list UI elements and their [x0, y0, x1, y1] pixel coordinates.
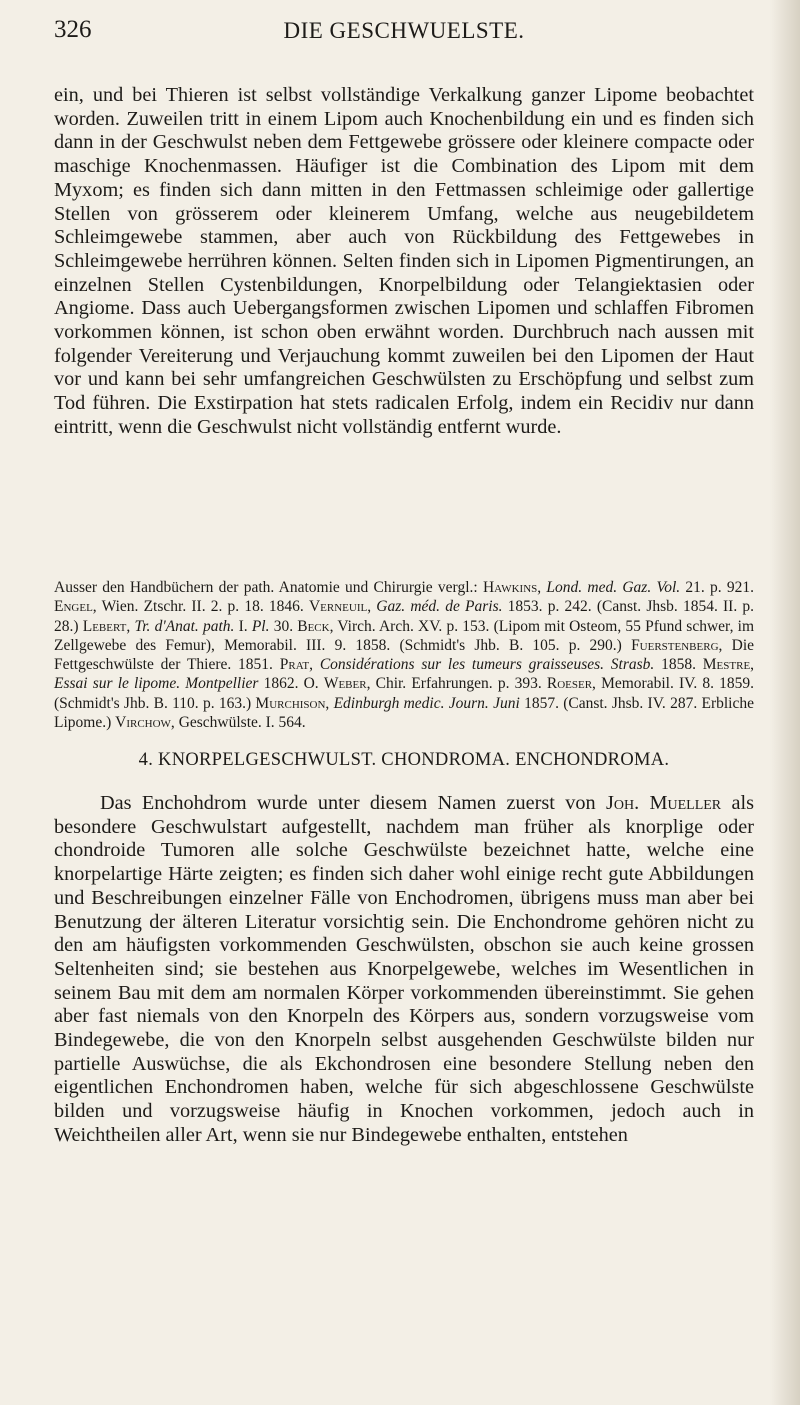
journal-title: Essai sur le lipome. Montpellier — [54, 675, 259, 693]
journal-title: Considérations sur les tumeurs graisseuses. Strasb. — [319, 656, 655, 674]
body-paragraph: Das Enchohdrom wurde unter diesem Namen zuerst von Joh. Mueller als besondere Geschwulstart aufgestellt, nachdem man früher als knorplige oder chondroide Tumoren alle solche Geschwülste bezeichnet hatte, welche eine knorpelartige Härte zeigten; es finden sich daher wohl einige recht gute Abbildungen und Beschreibungen einzelner Fälle von Enchodromen, übrigens muss man aber bei Benutzung der älteren Literatur vorsichtig sein. Die Enchondrome gehören nicht zu den am häufigsten vorkommenden Geschwülsten, obschon sie auch keine grossen Seltenheiten sind; sie bestehen aus Knorpelgewebe, welches im Wesentlichen in seinem Bau mit dem am normalen Körper vorkommenden übereinstimmt. Sie gehen aber fast niemals von den Knorpeln des Körpers aus, sondern vorzugsweise vom Bindegewebe, die von den Knorpeln selbst ausgehenden Geschwülste bilden nur partielle Auswüchse, die als Ekchondrosen eine besondere Stellung neben den eigentlichen Enchondromen haben, welche für sich abgeschlossene Geschwülste bilden und vorzugsweise häufig in Knochen vorkommen, jedoch auch in Weichtheilen aller Art, wenn sie nur Bindegewebe enthalten, entstehen — [54, 792, 754, 1146]
author-name: Engel, — [54, 598, 97, 616]
running-title: DIE GESCHWUELSTE. — [283, 18, 525, 43]
journal-title: Lond. med. Gaz. Vol. — [546, 579, 681, 596]
author-name: Fuerstenberg, — [631, 636, 723, 654]
author-name: Hawkins, — [482, 579, 542, 596]
author-name: Mestre, — [702, 656, 755, 674]
author-name: Weber, — [323, 675, 371, 693]
author-name: Virchow, — [115, 714, 175, 732]
references-paragraph: Ausser den Handbüchern der path. Anatomie und Chirurgie vergl.: Hawkins, Lond. med. Gaz. Vol. 21. p. 921. Engel, Wien. Ztschr. II. 2. p. 18. 1846. Verneuil, Gaz. méd. de Paris. 1853. p. 242. (Canst. Jhsb. 1854. II. p. 28.) Lebert, Tr. d'Anat. path. I. Pl. 30. Beck, Virch. Arch. XV. p. 153. (Lipom mit Osteom, 55 Pfund schwer, im Zellgewebe des Femur), Memorabil. III. 9. 1858. (Schmidt's Jhb. B. 105. p. 290.) Fuerstenberg, Die Fettgeschwülste der Thiere. 1851. Prat, Considérations sur les tumeurs graisseuses. Strasb. 1858. Mestre, Essai sur le lipome. Montpellier 1862. O. Weber, Chir. Erfahrungen. p. 393. Roeser, Memorabil. IV. 8. 1859. (Schmidt's Jhb. B. 110. p. 163.) Murchison, Edinburgh medic. Journ. Juni 1857. (Canst. Jhsb. IV. 287. Erbliche Lipome.) Virchow, Geschwülste. I. 564. — [54, 579, 755, 732]
page-header — [54, 16, 754, 52]
journal-title: Edinburgh medic. Journ. Juni — [333, 694, 520, 712]
author-name: Prat, — [279, 656, 314, 674]
page-number: 326 — [54, 16, 92, 43]
author-name: Roeser, — [546, 675, 596, 693]
journal-title: Gaz. méd. de Paris. — [376, 598, 503, 616]
author-name: Murchison, — [255, 694, 330, 712]
journal-title: Tr. d'Anat. path. — [134, 617, 235, 635]
author-name: Beck, — [297, 617, 334, 635]
author-name: Verneuil, — [308, 598, 372, 616]
author-name: Lebert, — [82, 617, 131, 635]
author-name: Joh. Mueller — [605, 792, 722, 814]
section-heading: 4. KNORPELGESCHWULST. CHONDROMA. ENCHONDROMA. — [138, 750, 670, 770]
body-paragraph: ein, und bei Thieren ist selbst vollständige Verkalkung ganzer Lipome beobachtet worden. Zuweilen tritt in einem Lipom auch Knochenbildung ein und es finden sich dann in der Geschwulst neben dem Fettgewebe grössere oder kleinere compacte oder maschige Knochenmassen. Häufiger ist die Combination des Lipom mit dem Myxom; es finden sich dann mitten in den Fettmassen schleimige oder gallertige Stellen von grösserem oder kleinerem Umfang, welche aus neugebildetem Schleimgewebe stammen, aber auch von Rückbildung des Fettgewebes in Schleimgewebe herrühren können. Selten finden sich in Lipomen Pigmentirungen, an einzelnen Stellen Cystenbildungen, Knorpelbildung oder Telangiektasien oder Angiome. Dass auch Uebergangsformen zwischen Lipomen und schlaffen Fibromen vorkommen können, ist schon oben erwähnt worden. Durchbruch nach aussen mit folgender Vereiterung und Verjauchung kommt zuweilen bei den Lipomen der Haut vor und kann bei sehr umfangreichen Geschwülsten zu Erschöpfung und selbst zum Tod führen. Die Exstirpation hat stets radicalen Erfolg, indem ein Recidiv nur dann eintritt, wenn die Geschwulst nicht vollständig entfernt wurde. — [54, 84, 754, 438]
page-edge-shadow — [770, 0, 800, 1405]
